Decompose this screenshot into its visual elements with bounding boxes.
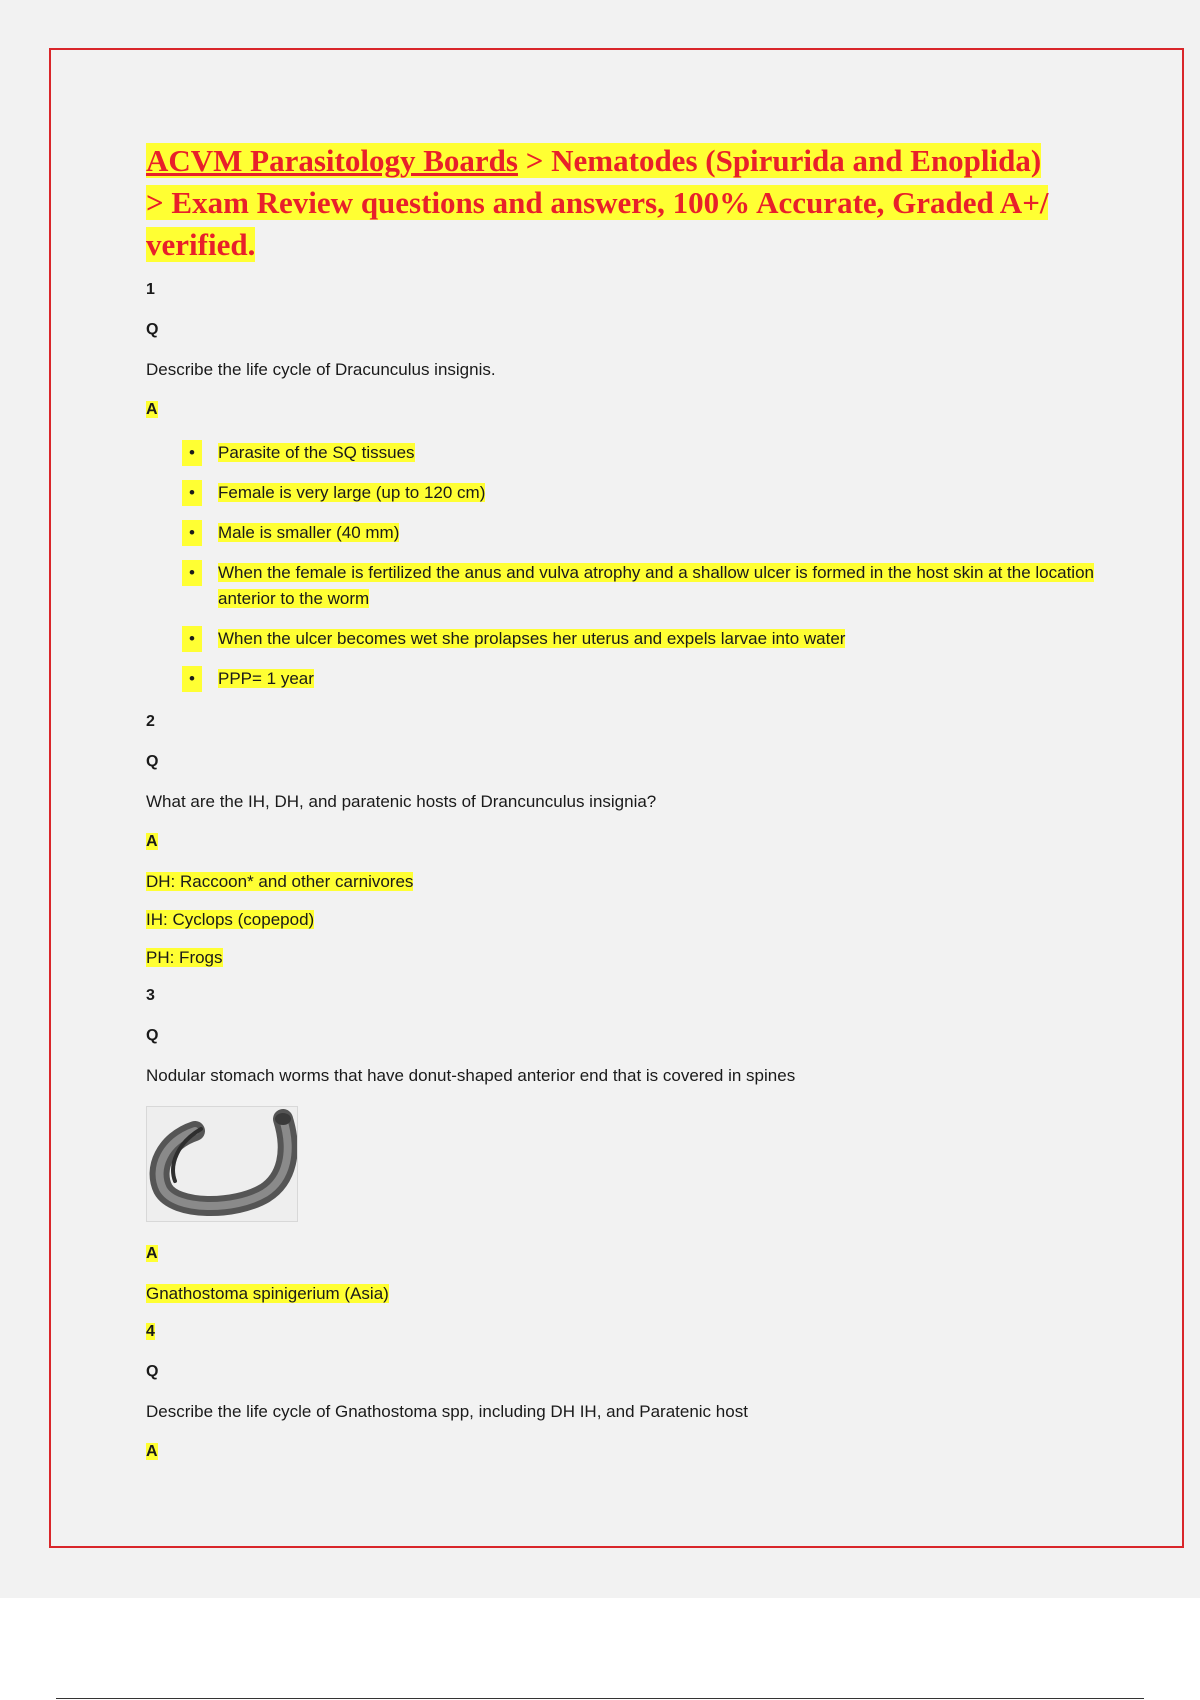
list-item: • Male is smaller (40 mm) (182, 520, 1106, 546)
answer-bullet-list (182, 440, 1106, 692)
question-label: Q (146, 1027, 159, 1044)
question-text: What are the IH, DH, and paratenic hosts of Drancunculus insignia? (146, 792, 657, 811)
title-line-1: > Nematodes (Spirurida and Enoplida) (517, 143, 1042, 178)
list-item: • Parasite of the SQ tissues (182, 440, 1106, 466)
card-number: 2 (146, 713, 155, 730)
document-content (146, 140, 1106, 1482)
question-text: Describe the life cycle of Dracunculus insignis. (146, 360, 496, 379)
card-2 (146, 712, 1106, 968)
list-item: • When the female is fertilized the anus and vulva atrophy and a shallow ulcer is formed in the host skin at the location anterior to the worm (182, 560, 1106, 612)
question-text: Describe the life cycle of Gnathostoma spp, including DH IH, and Paratenic host (146, 1402, 748, 1421)
question-label: Q (146, 1363, 159, 1380)
card-1 (146, 280, 1106, 692)
answer-line: IH: Cyclops (copepod) (146, 910, 315, 929)
card-3 (146, 986, 1106, 1304)
answer-label: A (146, 1443, 158, 1460)
worm-image (146, 1106, 298, 1222)
title-line-2: > Exam Review questions and answers, 100% Accurate, Graded A+/ verified. (146, 185, 1049, 262)
answer-label: A (146, 833, 158, 850)
answer-label: A (146, 1245, 158, 1262)
answer-label: A (146, 401, 158, 418)
answer-line: Gnathostoma spinigerium (Asia) (146, 1284, 389, 1303)
question-label: Q (146, 753, 159, 770)
answer-line: DH: Raccoon* and other carnivores (146, 872, 414, 891)
card-number: 3 (146, 987, 155, 1004)
footer-divider (56, 1698, 1144, 1699)
question-text: Nodular stomach worms that have donut-shaped anterior end that is covered in spines (146, 1066, 796, 1085)
answer-line: PH: Frogs (146, 948, 223, 967)
card-number: 1 (146, 281, 155, 298)
card-4 (146, 1322, 1106, 1462)
list-item: • Female is very large (up to 120 cm) (182, 480, 1106, 506)
title-breadcrumb-link[interactable]: ACVM Parasitology Boards (146, 143, 518, 178)
card-number: 4 (146, 1323, 155, 1340)
question-label: Q (146, 321, 159, 338)
document-title (146, 140, 1106, 266)
list-item: • PPP= 1 year (182, 666, 1106, 692)
list-item: • When the ulcer becomes wet she prolapses her uterus and expels larvae into water (182, 626, 1106, 652)
